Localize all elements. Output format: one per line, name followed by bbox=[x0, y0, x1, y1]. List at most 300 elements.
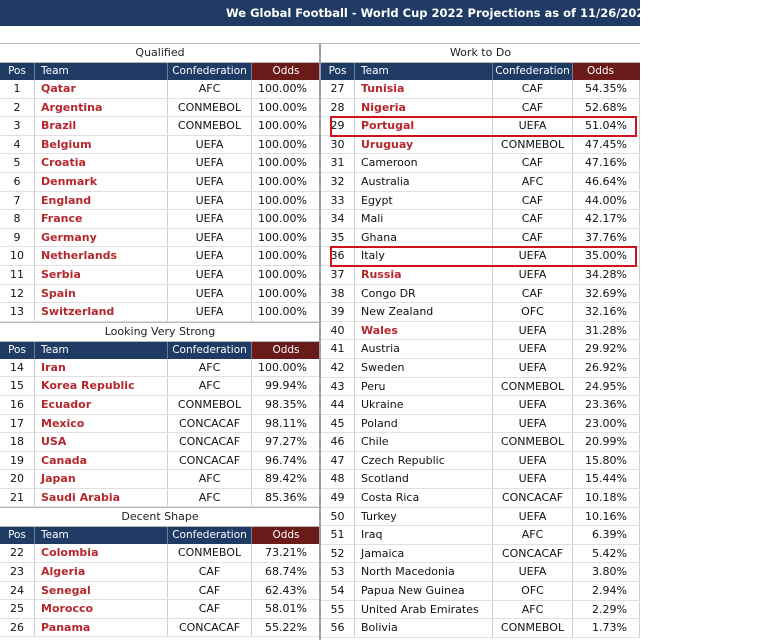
table-row bbox=[321, 229, 640, 248]
pos-cell: 35 bbox=[321, 229, 355, 247]
odds-cell: 100.00% bbox=[252, 117, 320, 135]
team-cell: Germany bbox=[35, 229, 168, 247]
odds-cell: 31.28% bbox=[573, 322, 640, 340]
header-odds: Odds bbox=[573, 63, 640, 80]
table-row bbox=[0, 582, 320, 601]
odds-cell: 3.80% bbox=[573, 563, 640, 581]
confederation-cell: AFC bbox=[168, 80, 252, 98]
pos-cell: 56 bbox=[321, 619, 355, 637]
team-cell: Mali bbox=[355, 210, 493, 228]
confederation-cell: AFC bbox=[493, 173, 573, 191]
table-row bbox=[321, 303, 640, 322]
table-row bbox=[321, 433, 640, 452]
team-cell: Italy bbox=[355, 247, 493, 265]
team-cell: Iran bbox=[35, 359, 168, 377]
confederation-cell: OFC bbox=[493, 303, 573, 321]
team-cell: Scotland bbox=[355, 470, 493, 488]
team-cell: Russia bbox=[355, 266, 493, 284]
team-cell: Ecuador bbox=[35, 396, 168, 414]
confederation-cell: UEFA bbox=[168, 192, 252, 210]
team-cell: Iraq bbox=[355, 526, 493, 544]
table-row bbox=[321, 247, 640, 266]
confederation-cell: UEFA bbox=[168, 247, 252, 265]
confederation-cell: UEFA bbox=[493, 470, 573, 488]
odds-cell: 100.00% bbox=[252, 266, 320, 284]
pos-cell: 18 bbox=[0, 433, 35, 451]
pos-cell: 3 bbox=[0, 117, 35, 135]
header-confederation: Confederation bbox=[168, 63, 252, 80]
team-cell: Costa Rica bbox=[355, 489, 493, 507]
team-cell: Australia bbox=[355, 173, 493, 191]
odds-cell: 68.74% bbox=[252, 563, 320, 581]
table-row bbox=[0, 247, 320, 266]
pos-cell: 31 bbox=[321, 154, 355, 172]
odds-cell: 32.69% bbox=[573, 285, 640, 303]
confederation-cell: UEFA bbox=[168, 285, 252, 303]
confederation-cell: CONCACAF bbox=[493, 489, 573, 507]
table-row bbox=[321, 582, 640, 601]
header-team: Team bbox=[35, 63, 168, 80]
pos-cell: 44 bbox=[321, 396, 355, 414]
pos-cell: 23 bbox=[0, 563, 35, 581]
table-row bbox=[0, 563, 320, 582]
team-cell: Peru bbox=[355, 378, 493, 396]
header-confederation: Confederation bbox=[168, 527, 252, 544]
odds-cell: 100.00% bbox=[252, 173, 320, 191]
team-cell: Canada bbox=[35, 452, 168, 470]
odds-cell: 47.45% bbox=[573, 136, 640, 154]
odds-cell: 1.73% bbox=[573, 619, 640, 637]
confederation-cell: CONMEBOL bbox=[168, 99, 252, 117]
confederation-cell: UEFA bbox=[493, 396, 573, 414]
table-row bbox=[0, 452, 320, 471]
pos-cell: 4 bbox=[0, 136, 35, 154]
header-confederation: Confederation bbox=[168, 342, 252, 359]
odds-cell: 99.94% bbox=[252, 377, 320, 395]
odds-cell: 55.22% bbox=[252, 619, 320, 637]
odds-cell: 23.00% bbox=[573, 415, 640, 433]
team-cell: Colombia bbox=[35, 544, 168, 562]
confederation-cell: UEFA bbox=[168, 154, 252, 172]
confederation-cell: UEFA bbox=[168, 173, 252, 191]
odds-cell: 89.42% bbox=[252, 470, 320, 488]
confederation-cell: UEFA bbox=[168, 136, 252, 154]
section-title-work-to-do: Work to Do bbox=[321, 43, 640, 63]
team-cell: Netherlands bbox=[35, 247, 168, 265]
confederation-cell: CONMEBOL bbox=[168, 544, 252, 562]
pos-cell: 49 bbox=[321, 489, 355, 507]
pos-cell: 45 bbox=[321, 415, 355, 433]
pos-cell: 39 bbox=[321, 303, 355, 321]
confederation-cell: CAF bbox=[168, 600, 252, 618]
table-row bbox=[0, 303, 320, 322]
odds-cell: 35.00% bbox=[573, 247, 640, 265]
team-cell: Switzerland bbox=[35, 303, 168, 321]
odds-cell: 6.39% bbox=[573, 526, 640, 544]
pos-cell: 43 bbox=[321, 378, 355, 396]
header-pos: Pos bbox=[321, 63, 355, 80]
pos-cell: 50 bbox=[321, 508, 355, 526]
pos-cell: 36 bbox=[321, 247, 355, 265]
team-cell: Argentina bbox=[35, 99, 168, 117]
table-row bbox=[321, 210, 640, 229]
table-row bbox=[0, 600, 320, 619]
table-row bbox=[321, 266, 640, 285]
team-cell: Senegal bbox=[35, 582, 168, 600]
team-cell: Portugal bbox=[355, 117, 493, 135]
confederation-cell: CAF bbox=[493, 210, 573, 228]
odds-cell: 100.00% bbox=[252, 136, 320, 154]
team-cell: Uruguay bbox=[355, 136, 493, 154]
pos-cell: 5 bbox=[0, 154, 35, 172]
team-cell: Mexico bbox=[35, 415, 168, 433]
pos-cell: 19 bbox=[0, 452, 35, 470]
pos-cell: 42 bbox=[321, 359, 355, 377]
team-cell: Jamaica bbox=[355, 545, 493, 563]
section-title-qualified: Qualified bbox=[0, 43, 320, 63]
pos-cell: 26 bbox=[0, 619, 35, 637]
left-column bbox=[0, 43, 320, 637]
confederation-cell: AFC bbox=[168, 470, 252, 488]
team-cell: Bolivia bbox=[355, 619, 493, 637]
odds-cell: 73.21% bbox=[252, 544, 320, 562]
table-row bbox=[0, 80, 320, 99]
table-header bbox=[0, 527, 320, 544]
odds-cell: 98.35% bbox=[252, 396, 320, 414]
odds-cell: 32.16% bbox=[573, 303, 640, 321]
pos-cell: 20 bbox=[0, 470, 35, 488]
table-row bbox=[0, 192, 320, 211]
team-cell: Brazil bbox=[35, 117, 168, 135]
odds-cell: 2.94% bbox=[573, 582, 640, 600]
team-cell: Austria bbox=[355, 340, 493, 358]
confederation-cell: UEFA bbox=[493, 247, 573, 265]
odds-cell: 51.04% bbox=[573, 117, 640, 135]
odds-cell: 100.00% bbox=[252, 285, 320, 303]
table-row bbox=[321, 563, 640, 582]
confederation-cell: CONMEBOL bbox=[493, 619, 573, 637]
pos-cell: 10 bbox=[0, 247, 35, 265]
team-cell: Wales bbox=[355, 322, 493, 340]
team-cell: Sweden bbox=[355, 359, 493, 377]
header-confederation: Confederation bbox=[493, 63, 573, 80]
odds-cell: 29.92% bbox=[573, 340, 640, 358]
odds-cell: 98.11% bbox=[252, 415, 320, 433]
table-row bbox=[321, 117, 640, 136]
confederation-cell: AFC bbox=[168, 359, 252, 377]
confederation-cell: UEFA bbox=[493, 508, 573, 526]
odds-cell: 10.16% bbox=[573, 508, 640, 526]
team-cell: Serbia bbox=[35, 266, 168, 284]
team-cell: North Macedonia bbox=[355, 563, 493, 581]
odds-cell: 44.00% bbox=[573, 192, 640, 210]
confederation-cell: CONMEBOL bbox=[493, 433, 573, 451]
team-cell: Ghana bbox=[355, 229, 493, 247]
header-team: Team bbox=[355, 63, 493, 80]
team-cell: Saudi Arabia bbox=[35, 489, 168, 507]
team-cell: Japan bbox=[35, 470, 168, 488]
odds-cell: 37.76% bbox=[573, 229, 640, 247]
confederation-cell: CONMEBOL bbox=[168, 396, 252, 414]
team-cell: Ukraine bbox=[355, 396, 493, 414]
confederation-cell: UEFA bbox=[493, 117, 573, 135]
pos-cell: 14 bbox=[0, 359, 35, 377]
team-cell: Denmark bbox=[35, 173, 168, 191]
confederation-cell: UEFA bbox=[493, 266, 573, 284]
header-pos: Pos bbox=[0, 342, 35, 359]
odds-cell: 100.00% bbox=[252, 247, 320, 265]
odds-cell: 100.00% bbox=[252, 192, 320, 210]
odds-cell: 52.68% bbox=[573, 99, 640, 117]
odds-cell: 100.00% bbox=[252, 229, 320, 247]
pos-cell: 33 bbox=[321, 192, 355, 210]
team-cell: Congo DR bbox=[355, 285, 493, 303]
confederation-cell: CAF bbox=[168, 582, 252, 600]
team-cell: USA bbox=[35, 433, 168, 451]
table-row bbox=[321, 378, 640, 397]
table-header bbox=[0, 342, 320, 359]
confederation-cell: CAF bbox=[493, 80, 573, 98]
confederation-cell: UEFA bbox=[493, 340, 573, 358]
table-row bbox=[321, 601, 640, 620]
odds-cell: 62.43% bbox=[252, 582, 320, 600]
table-row bbox=[0, 470, 320, 489]
team-cell: Belgium bbox=[35, 136, 168, 154]
table-row bbox=[0, 619, 320, 638]
confederation-cell: UEFA bbox=[168, 303, 252, 321]
pos-cell: 53 bbox=[321, 563, 355, 581]
team-cell: Poland bbox=[355, 415, 493, 433]
confederation-cell: UEFA bbox=[493, 452, 573, 470]
table-row bbox=[321, 545, 640, 564]
table-row bbox=[321, 359, 640, 378]
confederation-cell: CONCACAF bbox=[493, 545, 573, 563]
odds-cell: 26.92% bbox=[573, 359, 640, 377]
confederation-cell: CONCACAF bbox=[168, 452, 252, 470]
team-cell: Qatar bbox=[35, 80, 168, 98]
confederation-cell: CAF bbox=[168, 563, 252, 581]
page-banner: We Global Football - World Cup 2022 Projections as of 11/26/2021 - Follow on Twitter bbox=[0, 0, 640, 26]
team-cell: Croatia bbox=[35, 154, 168, 172]
confederation-cell: CONCACAF bbox=[168, 619, 252, 637]
table-row bbox=[321, 526, 640, 545]
table-row bbox=[321, 396, 640, 415]
pos-cell: 52 bbox=[321, 545, 355, 563]
pos-cell: 47 bbox=[321, 452, 355, 470]
pos-cell: 16 bbox=[0, 396, 35, 414]
pos-cell: 25 bbox=[0, 600, 35, 618]
confederation-cell: UEFA bbox=[493, 359, 573, 377]
confederation-cell: UEFA bbox=[493, 322, 573, 340]
pos-cell: 1 bbox=[0, 80, 35, 98]
odds-cell: 100.00% bbox=[252, 99, 320, 117]
pos-cell: 22 bbox=[0, 544, 35, 562]
odds-cell: 34.28% bbox=[573, 266, 640, 284]
table-row bbox=[321, 415, 640, 434]
table-row bbox=[321, 619, 640, 638]
section-title-decent-shape: Decent Shape bbox=[0, 507, 320, 527]
confederation-cell: CAF bbox=[493, 229, 573, 247]
odds-cell: 5.42% bbox=[573, 545, 640, 563]
table-row bbox=[0, 359, 320, 378]
confederation-cell: CAF bbox=[493, 99, 573, 117]
table-row bbox=[0, 99, 320, 118]
pos-cell: 8 bbox=[0, 210, 35, 228]
team-cell: Turkey bbox=[355, 508, 493, 526]
team-cell: Nigeria bbox=[355, 99, 493, 117]
table-header bbox=[321, 63, 640, 80]
odds-cell: 54.35% bbox=[573, 80, 640, 98]
table-row bbox=[321, 136, 640, 155]
odds-cell: 100.00% bbox=[252, 154, 320, 172]
pos-cell: 12 bbox=[0, 285, 35, 303]
odds-cell: 15.44% bbox=[573, 470, 640, 488]
header-odds: Odds bbox=[252, 342, 320, 359]
header-pos: Pos bbox=[0, 63, 35, 80]
team-cell: Tunisia bbox=[355, 80, 493, 98]
pos-cell: 40 bbox=[321, 322, 355, 340]
team-cell: Chile bbox=[355, 433, 493, 451]
table-row bbox=[0, 117, 320, 136]
pos-cell: 41 bbox=[321, 340, 355, 358]
odds-cell: 100.00% bbox=[252, 80, 320, 98]
pos-cell: 6 bbox=[0, 173, 35, 191]
team-cell: France bbox=[35, 210, 168, 228]
confederation-cell: CONMEBOL bbox=[168, 117, 252, 135]
odds-cell: 100.00% bbox=[252, 303, 320, 321]
confederation-cell: UEFA bbox=[168, 266, 252, 284]
table-row bbox=[0, 415, 320, 434]
header-team: Team bbox=[35, 527, 168, 544]
table-row bbox=[321, 340, 640, 359]
table-row bbox=[321, 192, 640, 211]
right-column bbox=[321, 43, 640, 638]
header-odds: Odds bbox=[252, 63, 320, 80]
odds-cell: 100.00% bbox=[252, 359, 320, 377]
odds-cell: 97.27% bbox=[252, 433, 320, 451]
pos-cell: 29 bbox=[321, 117, 355, 135]
odds-cell: 15.80% bbox=[573, 452, 640, 470]
confederation-cell: CAF bbox=[493, 285, 573, 303]
table-row bbox=[321, 285, 640, 304]
confederation-cell: CONMEBOL bbox=[493, 136, 573, 154]
table-row bbox=[0, 154, 320, 173]
table-row bbox=[0, 210, 320, 229]
table-row bbox=[0, 544, 320, 563]
confederation-cell: UEFA bbox=[168, 210, 252, 228]
table-row bbox=[0, 396, 320, 415]
table-row bbox=[0, 433, 320, 452]
pos-cell: 30 bbox=[321, 136, 355, 154]
pos-cell: 13 bbox=[0, 303, 35, 321]
pos-cell: 32 bbox=[321, 173, 355, 191]
odds-cell: 46.64% bbox=[573, 173, 640, 191]
team-cell: Egypt bbox=[355, 192, 493, 210]
confederation-cell: AFC bbox=[493, 601, 573, 619]
team-cell: Algeria bbox=[35, 563, 168, 581]
odds-cell: 42.17% bbox=[573, 210, 640, 228]
confederation-cell: UEFA bbox=[493, 415, 573, 433]
header-odds: Odds bbox=[252, 527, 320, 544]
table-row bbox=[0, 266, 320, 285]
team-cell: Panama bbox=[35, 619, 168, 637]
odds-cell: 85.36% bbox=[252, 489, 320, 507]
odds-cell: 20.99% bbox=[573, 433, 640, 451]
section-title-looking-very-strong: Looking Very Strong bbox=[0, 322, 320, 342]
pos-cell: 28 bbox=[321, 99, 355, 117]
team-cell: Spain bbox=[35, 285, 168, 303]
confederation-cell: UEFA bbox=[493, 563, 573, 581]
confederation-cell: AFC bbox=[168, 489, 252, 507]
table-header bbox=[0, 63, 320, 80]
table-row bbox=[321, 322, 640, 341]
odds-cell: 24.95% bbox=[573, 378, 640, 396]
pos-cell: 27 bbox=[321, 80, 355, 98]
pos-cell: 9 bbox=[0, 229, 35, 247]
pos-cell: 15 bbox=[0, 377, 35, 395]
confederation-cell: AFC bbox=[493, 526, 573, 544]
confederation-cell: CAF bbox=[493, 154, 573, 172]
pos-cell: 24 bbox=[0, 582, 35, 600]
pos-cell: 51 bbox=[321, 526, 355, 544]
team-cell: Czech Republic bbox=[355, 452, 493, 470]
pos-cell: 17 bbox=[0, 415, 35, 433]
odds-cell: 2.29% bbox=[573, 601, 640, 619]
odds-cell: 58.01% bbox=[252, 600, 320, 618]
confederation-cell: CONCACAF bbox=[168, 415, 252, 433]
table-row bbox=[0, 136, 320, 155]
odds-cell: 10.18% bbox=[573, 489, 640, 507]
confederation-cell: UEFA bbox=[168, 229, 252, 247]
odds-cell: 100.00% bbox=[252, 210, 320, 228]
pos-cell: 46 bbox=[321, 433, 355, 451]
table-row bbox=[0, 377, 320, 396]
team-cell: Papua New Guinea bbox=[355, 582, 493, 600]
table-row bbox=[0, 285, 320, 304]
confederation-cell: CONCACAF bbox=[168, 433, 252, 451]
table-row bbox=[321, 80, 640, 99]
team-cell: Cameroon bbox=[355, 154, 493, 172]
team-cell: United Arab Emirates bbox=[355, 601, 493, 619]
table-row bbox=[321, 173, 640, 192]
pos-cell: 54 bbox=[321, 582, 355, 600]
team-cell: Morocco bbox=[35, 600, 168, 618]
team-cell: England bbox=[35, 192, 168, 210]
table-row bbox=[321, 154, 640, 173]
table-row bbox=[0, 173, 320, 192]
pos-cell: 21 bbox=[0, 489, 35, 507]
team-cell: New Zealand bbox=[355, 303, 493, 321]
pos-cell: 55 bbox=[321, 601, 355, 619]
pos-cell: 37 bbox=[321, 266, 355, 284]
header-team: Team bbox=[35, 342, 168, 359]
table-row bbox=[0, 489, 320, 508]
pos-cell: 7 bbox=[0, 192, 35, 210]
table-row bbox=[321, 452, 640, 471]
pos-cell: 2 bbox=[0, 99, 35, 117]
confederation-cell: CONMEBOL bbox=[493, 378, 573, 396]
odds-cell: 47.16% bbox=[573, 154, 640, 172]
odds-cell: 96.74% bbox=[252, 452, 320, 470]
table-row bbox=[321, 508, 640, 527]
confederation-cell: CAF bbox=[493, 192, 573, 210]
pos-cell: 38 bbox=[321, 285, 355, 303]
team-cell: Korea Republic bbox=[35, 377, 168, 395]
pos-cell: 34 bbox=[321, 210, 355, 228]
table-row bbox=[0, 229, 320, 248]
pos-cell: 11 bbox=[0, 266, 35, 284]
confederation-cell: AFC bbox=[168, 377, 252, 395]
